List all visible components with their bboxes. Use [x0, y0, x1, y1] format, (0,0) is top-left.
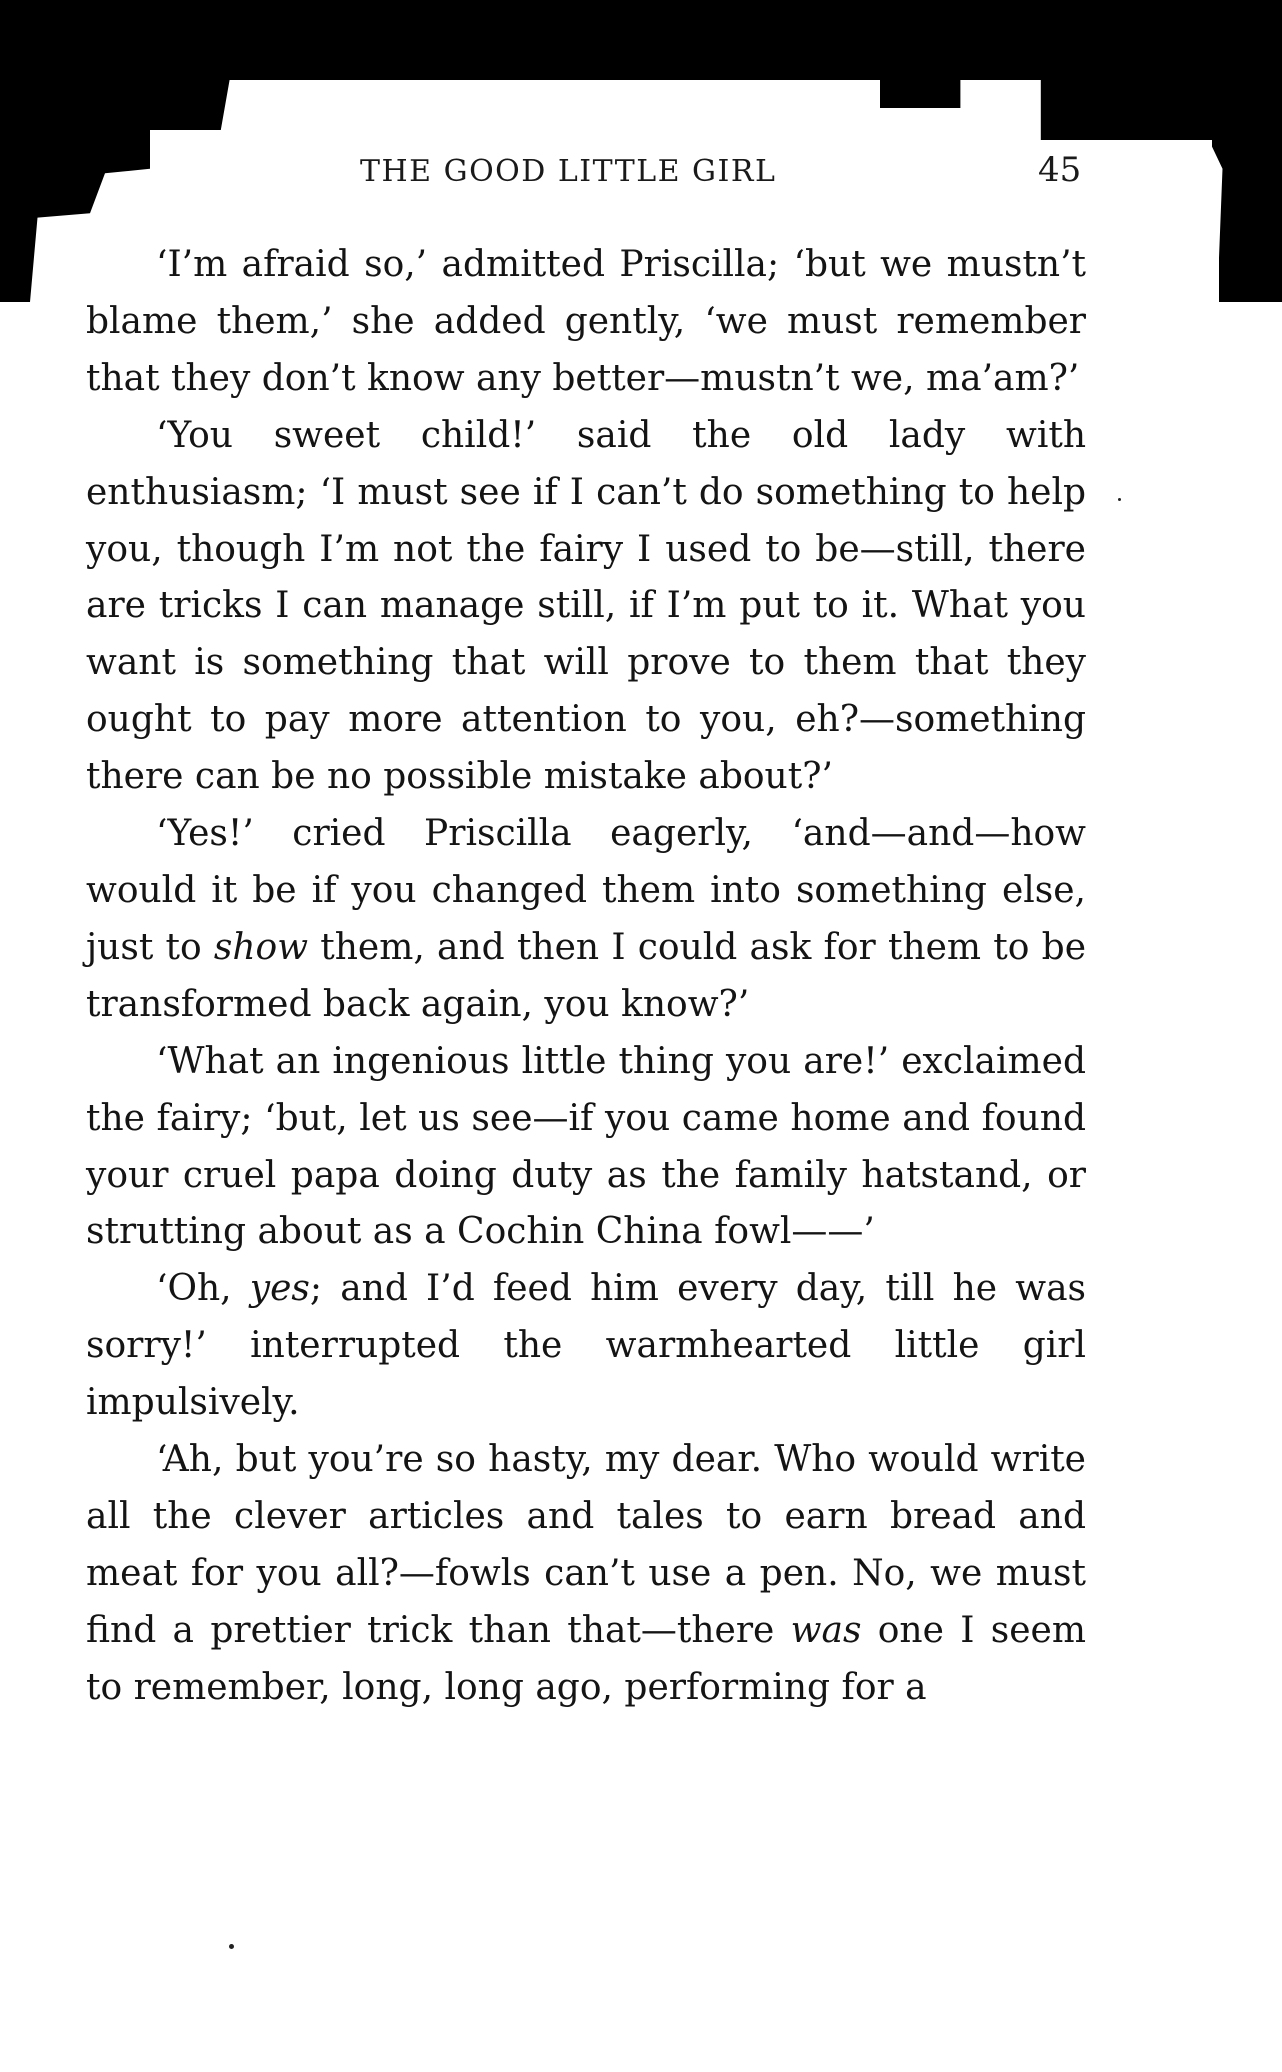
scan-speck [1118, 498, 1121, 501]
text-run: one I seem to remember, long, long ago, performing for a [86, 1609, 1087, 1708]
text-run: ‘Ah, but you’re so hasty, my dear. Who would write all the clever articles and tales to earn bread and meat for you all?—fowls can’t use a pen. No, we must find a prettier trick than that—there [86, 1439, 1086, 1651]
paragraph [86, 1034, 1086, 1262]
running-head-title: THE GOOD LITTLE GIRL [360, 154, 777, 189]
body-text [86, 237, 1086, 1717]
paragraph [86, 806, 1086, 1034]
text-run: ‘Oh, [156, 1268, 250, 1310]
page-number: 45 [1038, 150, 1082, 190]
paragraph [86, 408, 1086, 806]
scan-speck [229, 1944, 234, 1949]
italic-text-run: show [213, 926, 309, 968]
paragraph [86, 1432, 1086, 1717]
text-run: them, and then I could ask for them to be transformed back again, you know?’ [86, 926, 1086, 1025]
italic-text-run: was [790, 1609, 862, 1651]
paragraph [86, 237, 1086, 408]
running-head [0, 152, 1282, 192]
text-run: ‘You sweet child!’ said the old lady with enthusiasm; ‘I must see if I can’t do something to help you, though I’m not the fairy I used to be—still, there are tricks I can manage still, if I’m put to it. What you want is something that will prove to them that they ought to pay more attention to you, eh?—something there can be no possible mistake about?’ [86, 414, 1086, 798]
text-run: ; and I’d feed him every day, till he was sorry!’ interrupted the warmhearted little girl impulsively. [86, 1268, 1087, 1424]
text-run: ‘What an ingenious little thing you are!’ exclaimed the fairy; ‘but, let us see—if you came home and found your cruel papa doing duty as the family hatstand, or strutting about as a Cochin China fowl——’ [86, 1040, 1086, 1253]
text-run: ‘I’m afraid so,’ admitted Priscilla; ‘but we mustn’t blame them,’ she added gently, ‘we must remember that they don’t know any better—mustn’t we, ma’am?’ [86, 244, 1086, 399]
text-run: ‘Yes!’ cried Priscilla eagerly, ‘and—and—how would it be if you changed them into something else, just to [86, 813, 1086, 968]
italic-text-run: yes [249, 1268, 310, 1310]
paragraph [86, 1261, 1086, 1432]
